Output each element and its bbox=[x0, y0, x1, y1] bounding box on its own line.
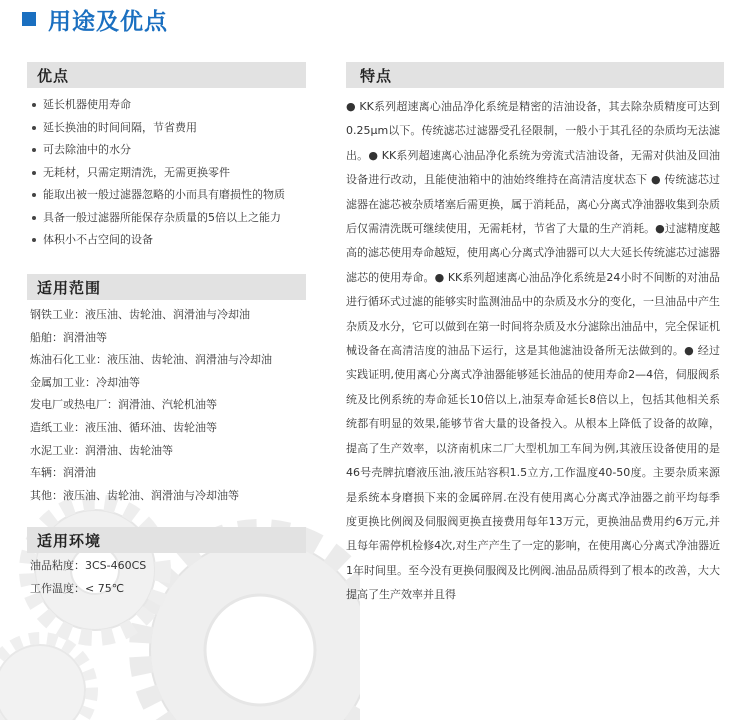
bullet-icon bbox=[32, 148, 36, 152]
list-item: 工作温度：< 75℃ bbox=[30, 581, 125, 595]
features-paragraph: ● KK系列超速离心油品净化系统是精密的洁油设备，其去除杂质精度可达到0.25μm以下。传统滤芯过滤器受孔径限制，一般小于其孔径的杂质均无法滤出。● KK系列超速离心油品净化系统为旁流式洁油设备，无需对供油及回油设备进行改动，且能使油箱中的油始终维持在高清洁度状态下 ● 传统滤芯过滤器在滤芯被杂质堵塞后需更换，属于消耗品，离心分离式净油器收集到杂质后仅需清洗既可继续使用，无需耗材，节省了大量的生产消耗。●过滤精度越高的滤芯使用寿命越短，使用离心分离式净油器可以大大延长传统滤芯过滤器滤芯的使用寿命。● KK系列超速离心油品净化系统是24小时不间断的对油品进行循环式过滤的能够实时监测油品中的杂质及水分的变化，一旦油品中产生杂质及水分，它可以做到在第一时间将杂质及水分滤除出油品中，完全保证机械设备在高清洁度的油品下运行，这是其他滤油设备所无法做到的。● 经过实践证明,使用离心分离式净油器能够延长油品的使用寿命2—4倍，伺服阀系统及比例系统的寿命延长10倍以上,油泵寿命延长8倍以上，包括其他相关系统都有明显的效果,能够节省大量的设备投入。从根本上降低了设备的故障，提高了生产效率，以济南机床二厂大型机加工车间为例,其液压设备使用的是46号壳牌抗磨液压油,液压站容积1.5立方,工作温度40-50度。主要杂质来源是系统本身磨损下来的金属碎屑.在没有使用离心分离式净油器之前平均每季度更换比例阀及伺服阀更换直接费用每年13万元，更换油品费用约6万元,并且每年需停机检修4次,对生产产生了一定的影响，在使用离心分离式净油器近1年时间里。至今没有更换伺服阀及比例阀.油品品质得到了根本的改善，大大提高了生产效率并且得 bbox=[346, 100, 720, 602]
list-item: 造纸工业：液压油、循环油、齿轮油等 bbox=[30, 420, 217, 434]
list-item: 可去除油中的水分 bbox=[30, 139, 285, 162]
list-item: 钢铁工业：液压油、齿轮油、润滑油与冷却油 bbox=[30, 308, 250, 321]
bullet-icon bbox=[32, 126, 36, 130]
scope-heading: 适用范围 bbox=[27, 274, 306, 300]
list-item: 金属加工业：冷却油等 bbox=[30, 375, 140, 389]
list-item: 水泥工业：润滑油、齿轮油等 bbox=[30, 443, 173, 457]
list-item: 车辆：润滑油 bbox=[30, 466, 96, 480]
list-item: 具备一般过滤器所能保存杂质量的5倍以上之能力 bbox=[30, 207, 285, 230]
advantages-heading: 优点 bbox=[27, 62, 306, 88]
list-item: 油品粘度：3CS-460CS bbox=[30, 559, 147, 572]
list-item: 船舶：润滑油等 bbox=[30, 330, 107, 344]
list-item: 能取出被一般过滤器忽略的小而具有磨损性的物质 bbox=[30, 184, 285, 207]
bullet-icon bbox=[32, 171, 36, 175]
list-item: 其他：液压油、齿轮油、润滑油与冷却油等 bbox=[30, 488, 239, 502]
advantages-list bbox=[30, 94, 285, 252]
list-item: 体积小不占空间的设备 bbox=[30, 229, 285, 252]
page-title-text: 用途及优点 bbox=[48, 8, 168, 35]
bullet-icon bbox=[32, 216, 36, 220]
list-item: 无耗材，只需定期清洗，无需更换零件 bbox=[30, 162, 285, 185]
environment-list bbox=[30, 555, 146, 600]
bullet-icon bbox=[32, 103, 36, 107]
bullet-icon bbox=[32, 238, 36, 242]
list-item: 延长机器使用寿命 bbox=[30, 94, 285, 117]
list-item: 炼油石化工业：液压油、齿轮油、润滑油与冷却油 bbox=[30, 353, 272, 367]
list-item: 延长换油的时间间隔，节省费用 bbox=[30, 117, 285, 140]
features-heading: 特点 bbox=[346, 62, 724, 88]
page-title bbox=[22, 2, 168, 36]
title-square-icon bbox=[22, 12, 36, 26]
scope-list bbox=[30, 304, 272, 507]
environment-heading: 适用环境 bbox=[27, 527, 306, 553]
bullet-icon bbox=[32, 193, 36, 197]
list-item: 发电厂或热电厂：润滑油、汽轮机油等 bbox=[30, 398, 217, 412]
